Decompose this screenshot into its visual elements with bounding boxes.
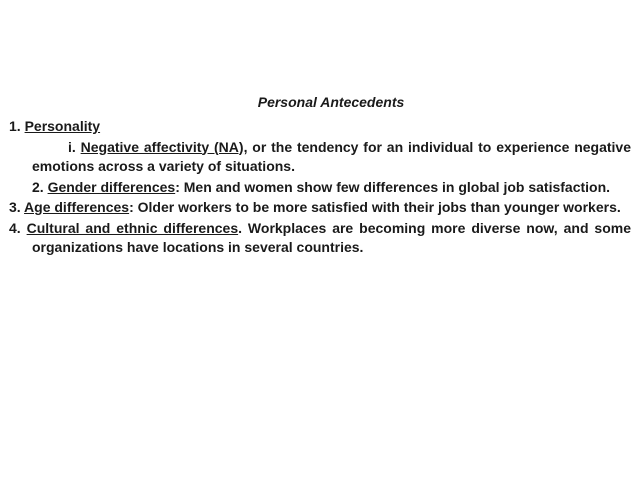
item-number: i. (68, 138, 81, 155)
item-number: 2. (32, 178, 48, 195)
item-heading: Negative affectivity (NA) (80, 138, 244, 155)
slide-title: Personal Antecedents (257, 94, 405, 110)
list-item-age-differences (9, 198, 631, 218)
item-text: , or the tendency for an individual to experience negative emotions across a variety of situations. (32, 138, 632, 174)
sub-item-negative-affectivity (9, 138, 631, 177)
item-heading: Personality (24, 118, 101, 134)
item-text: : Older workers to be more satisfied with their jobs than younger workers. (129, 199, 621, 215)
item-heading: Gender differences (47, 178, 176, 195)
slide-body (9, 117, 631, 259)
item-text: . Workplaces are becoming more diverse now, and some organizations have locations in several countries. (32, 219, 631, 255)
item-number: 3. (9, 199, 25, 215)
item-heading: Cultural and ethnic differences (26, 219, 239, 236)
list-item-personality (9, 117, 631, 137)
sub-item-gender-differences (9, 178, 631, 198)
item-number: 4. (9, 219, 27, 236)
list-item-cultural-differences (9, 219, 631, 258)
item-text: : Men and women show few differences in global job satisfaction. (175, 178, 611, 195)
item-number: 1. (9, 118, 25, 134)
item-heading: Age differences (24, 199, 130, 215)
